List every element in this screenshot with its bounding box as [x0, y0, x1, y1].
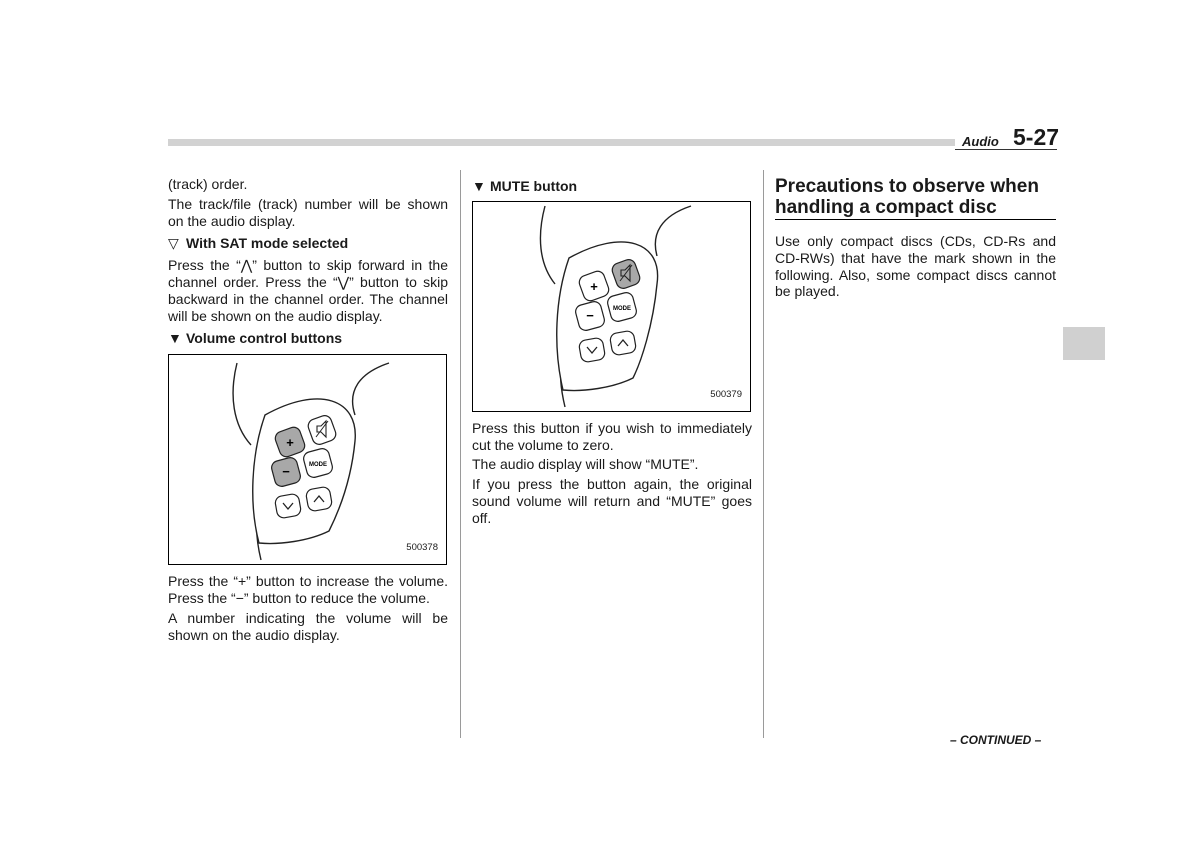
section-title: Audio	[962, 134, 999, 149]
paragraph: Press the “⋀” button to skip forward in the channel order. Press the “⋁” button to skip backward in the channel order. The channel will be shown on the audio display.	[168, 257, 448, 324]
paragraph: Use only compact discs (CDs, CD-Rs and CD-RWs) that have the mark shown in the following. Also, some compact discs cannot be played.	[775, 233, 1056, 300]
paragraph: The track/file (track) number will be shown on the audio display.	[168, 195, 448, 229]
figure-code: 500378	[406, 542, 438, 554]
seek-up-button	[609, 330, 636, 356]
figure-code: 500379	[710, 389, 742, 400]
seek-down-button	[578, 337, 605, 363]
paragraph: A number indicating the volume will be shown on the audio display.	[168, 609, 448, 643]
subheading-text: Volume control buttons	[186, 330, 343, 347]
plus-label: +	[286, 435, 294, 451]
subheading-sat-mode	[168, 235, 448, 252]
solid-triangle-icon: ▼	[168, 330, 182, 347]
steering-wheel-switch-illustration	[169, 355, 446, 564]
open-triangle-icon: ▽	[168, 235, 179, 252]
steering-wheel-switch-illustration	[473, 202, 750, 411]
minus-label: −	[586, 307, 594, 323]
seek-down-button	[274, 493, 301, 519]
figure-mute-button	[472, 201, 751, 412]
paragraph: (track) order.	[168, 176, 248, 192]
solid-triangle-icon: ▼	[472, 178, 486, 194]
page-number: 5-27	[1013, 124, 1060, 150]
plus-label: +	[590, 278, 598, 294]
figure-volume-buttons	[168, 354, 447, 565]
subheading-volume-control	[168, 330, 448, 347]
seek-up-button	[305, 486, 332, 512]
minus-label: −	[282, 464, 290, 480]
continued-label: – CONTINUED –	[950, 733, 1042, 747]
subheading-text: With SAT mode selected	[186, 235, 349, 252]
column-2	[472, 178, 752, 530]
column-divider-2	[763, 170, 764, 738]
paragraph: Press this button if you wish to immediately cut the volume to zero.	[472, 419, 752, 453]
column-3	[775, 176, 1056, 303]
subheading-text: MUTE button	[490, 178, 578, 194]
column-1	[168, 176, 448, 646]
paragraph: Press the “+” button to increase the volume. Press the “−” button to reduce the volume.	[168, 573, 448, 606]
mode-label: MODE	[309, 462, 327, 469]
thumb-index-tab	[1063, 327, 1105, 360]
subheading-mute	[472, 178, 752, 195]
header-bar	[168, 139, 955, 146]
paragraph: If you press the button again, the original sound volume will return and “MUTE” goes off.	[472, 476, 752, 526]
mode-label: MODE	[613, 305, 631, 312]
paragraph: The audio display will show “MUTE”.	[472, 456, 699, 473]
column-divider-1	[460, 170, 461, 738]
section-heading: Precautions to observe when handling a compact disc	[775, 176, 1056, 220]
